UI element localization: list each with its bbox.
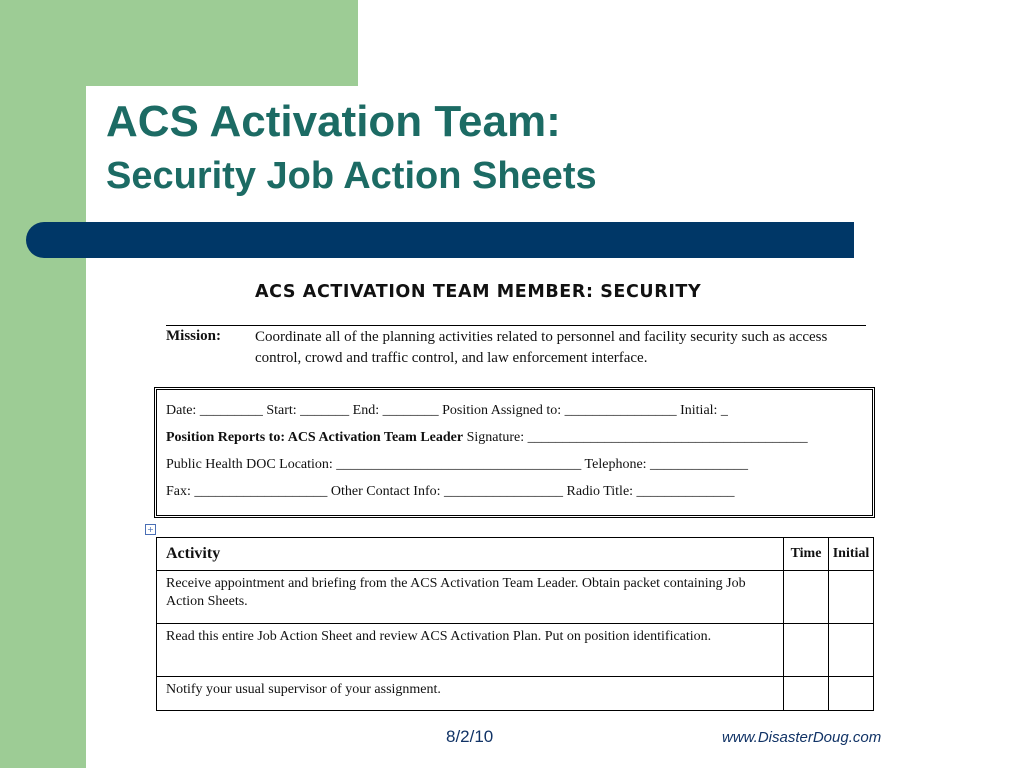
info-line-location: Public Health DOC Location: ___________________________________ Telephone: ______________ (166, 457, 749, 472)
time-cell[interactable] (784, 624, 829, 677)
side-accent-bar (0, 0, 86, 768)
mission-label: Mission: (166, 328, 222, 344)
signature-field: Signature: ________________________________________ (463, 430, 808, 445)
table-row (157, 624, 874, 677)
table-row (157, 677, 874, 711)
footer-date: 8/2/10 (446, 727, 494, 746)
reports-to-label: Position Reports to: ACS Activation Team Leader (166, 430, 464, 445)
slide-subtitle: Security Job Action Sheets (106, 155, 597, 197)
activity-header: Activity (157, 538, 784, 571)
activity-cell: Notify your usual supervisor of your assignment. (157, 677, 784, 711)
document-heading: ACS ACTIVATION TEAM MEMBER: SECURITY (255, 282, 702, 302)
time-cell[interactable] (784, 571, 829, 624)
mission-text: Coordinate all of the planning activities related to personnel and facility security such as access control, crowd and traffic control, and law enforcement interface. (255, 329, 828, 366)
table-move-handle-icon[interactable]: + (145, 524, 156, 535)
table-header-row (157, 538, 874, 571)
activity-cell: Receive appointment and briefing from the ACS Activation Team Leader. Obtain packet containing Job Action Sheets. (157, 571, 784, 624)
initial-cell[interactable] (829, 624, 874, 677)
info-line-contact: Fax: ___________________ Other Contact Info: _________________ Radio Title: ______________ (166, 484, 735, 499)
info-line-reports (166, 430, 808, 446)
heading-rule (166, 325, 866, 326)
activity-cell: Read this entire Job Action Sheet and review ACS Activation Plan. Put on position identification. (157, 624, 784, 677)
table-row (157, 571, 874, 624)
footer-website: www.DisasterDoug.com (722, 729, 882, 746)
activity-table (156, 537, 874, 711)
initial-cell[interactable] (829, 571, 874, 624)
initial-header: Initial (829, 538, 874, 571)
initial-cell[interactable] (829, 677, 874, 711)
slide-title: ACS Activation Team: (106, 97, 561, 146)
info-line-dates: Date: _________ Start: _______ End: ________ Position Assigned to: ________________ Initial: _ (166, 403, 728, 418)
accent-band (26, 222, 854, 258)
time-header: Time (784, 538, 829, 571)
top-accent-bar (0, 0, 358, 86)
time-cell[interactable] (784, 677, 829, 711)
